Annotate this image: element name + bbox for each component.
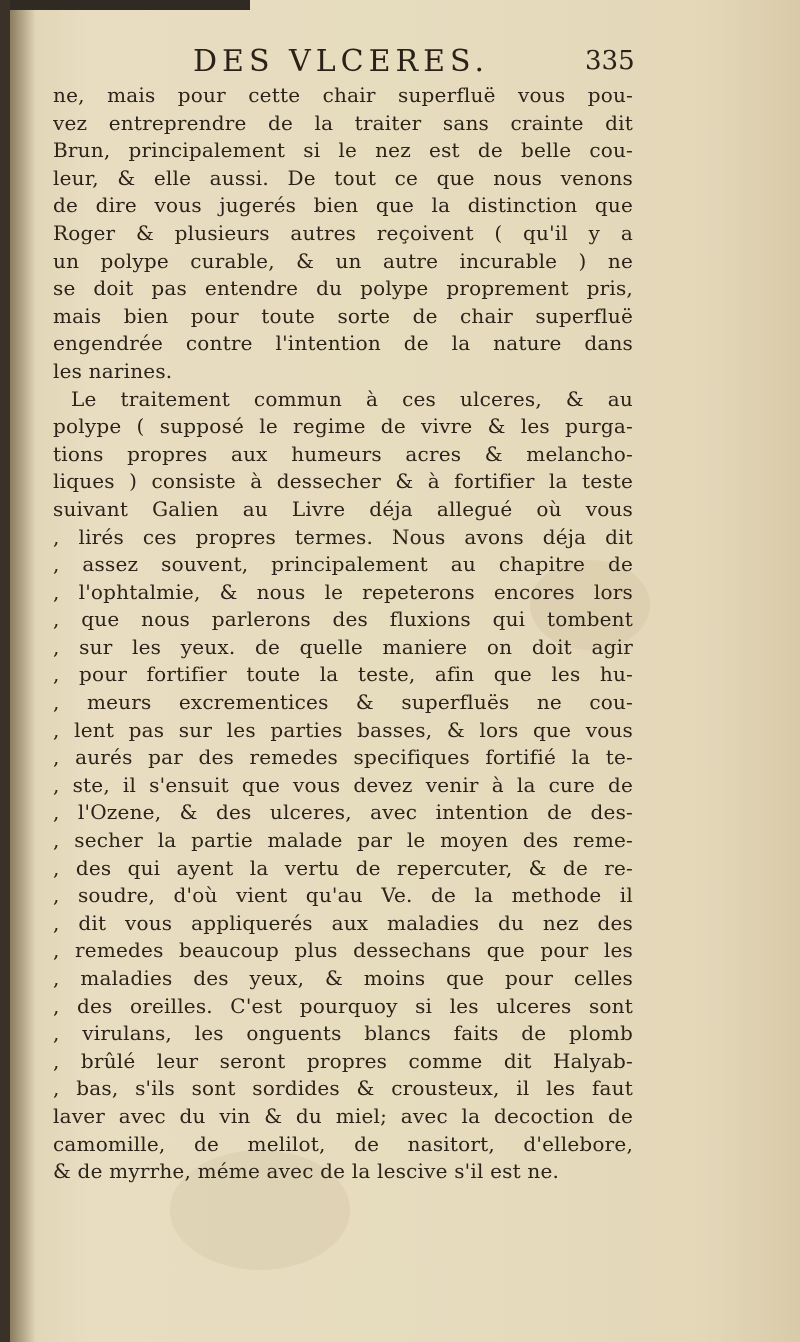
text-line: , lirés ces propres termes. Nous avons déja dit [53,524,633,549]
text-line: mais bien pour toute sorte de chair superfluë [53,303,633,328]
text-line: , lent pas sur les parties basses, & lors que vous [53,717,633,742]
text-line: polype ( supposé le regime de vivre & les purga- [53,414,633,439]
page-edge [10,0,250,10]
text-line: , soudre, d'où vient qu'au Ve. de la methode il [53,883,633,908]
running-title: DES VLCERES. [193,44,489,79]
text-line: vez entreprendre de la traiter sans crainte dit [53,110,633,135]
text-line: , sur les yeux. de quelle maniere on doit agir [53,634,633,659]
text-line: & de myrrhe, méme avec de la lescive s'il est ne. [53,1159,560,1184]
text-line: Roger & plusieurs autres reçoivent ( qu'il y a [53,220,633,245]
text-line: , l'ophtalmie, & nous le repeterons encores lors [53,579,633,604]
text-line: les narines. [53,358,173,383]
text-line: , des qui ayent la vertu de repercuter, & de re- [53,855,633,880]
text-line: , brûlé leur seront propres comme dit Halyab- [53,1048,633,1073]
text-line: engendrée contre l'intention de la nature dans [53,331,633,356]
text-line: , assez souvent, principalement au chapitre de [53,552,633,577]
text-line: un polype curable, & un autre incurable ) ne [53,248,633,273]
text-line: , des oreilles. C'est pourquoy si les ulceres sont [53,993,633,1018]
text-line: , que nous parlerons des fluxions qui tombent [53,607,633,632]
text-line: , secher la partie malade par le moyen des reme- [53,828,633,853]
text-line: , virulans, les onguents blancs faits de plomb [53,1021,633,1046]
text-line: suivant Galien au Livre déja allegué où vous [53,496,633,521]
text-line: leur, & elle aussi. De tout ce que nous venons [53,165,633,190]
body-text [53,82,633,1186]
book-page [10,0,800,1342]
text-line: camomille, de melilot, de nasitort, d'ellebore, [53,1131,633,1156]
text-line: liques ) consiste à dessecher & à fortifier la teste [53,469,633,494]
page-number: 335 [585,46,635,76]
text-line: ne, mais pour cette chair superfluë vous pou- [53,83,633,107]
text-line: Brun, principalement si le nez est de belle cou- [53,138,633,163]
text-line: , ste, il s'ensuit que vous devez venir à la cure de [53,772,633,797]
text-line: , maladies des yeux, & moins que pour celles [53,966,633,990]
page-header [10,44,800,84]
text-line: tions propres aux humeurs acres & melancho- [53,441,633,466]
text-line: se doit pas entendre du polype proprement pris, [53,276,633,301]
spine-shadow [10,0,36,1342]
text-line: , pour fortifier toute la teste, afin que les hu- [53,662,633,687]
text-line: , bas, s'ils sont sordides & crousteux, il les faut [53,1076,633,1101]
text-line: Le traitement commun à ces ulceres, & au [71,386,633,411]
text-line: , meurs excrementices & superfluës ne cou- [53,690,633,715]
text-line: , l'Ozene, & des ulceres, avec intention de des- [53,800,633,825]
text-line: , aurés par des remedes specifiques fortifié la te- [53,745,633,770]
text-line: , remedes beaucoup plus dessechans que pour les [53,938,633,963]
text-line: de dire vous jugerés bien que la distinction que [53,193,633,218]
text-line: , dit vous appliquerés aux maladies du nez des [53,910,633,935]
text-line: laver avec du vin & du miel; avec la decoction de [53,1103,633,1128]
